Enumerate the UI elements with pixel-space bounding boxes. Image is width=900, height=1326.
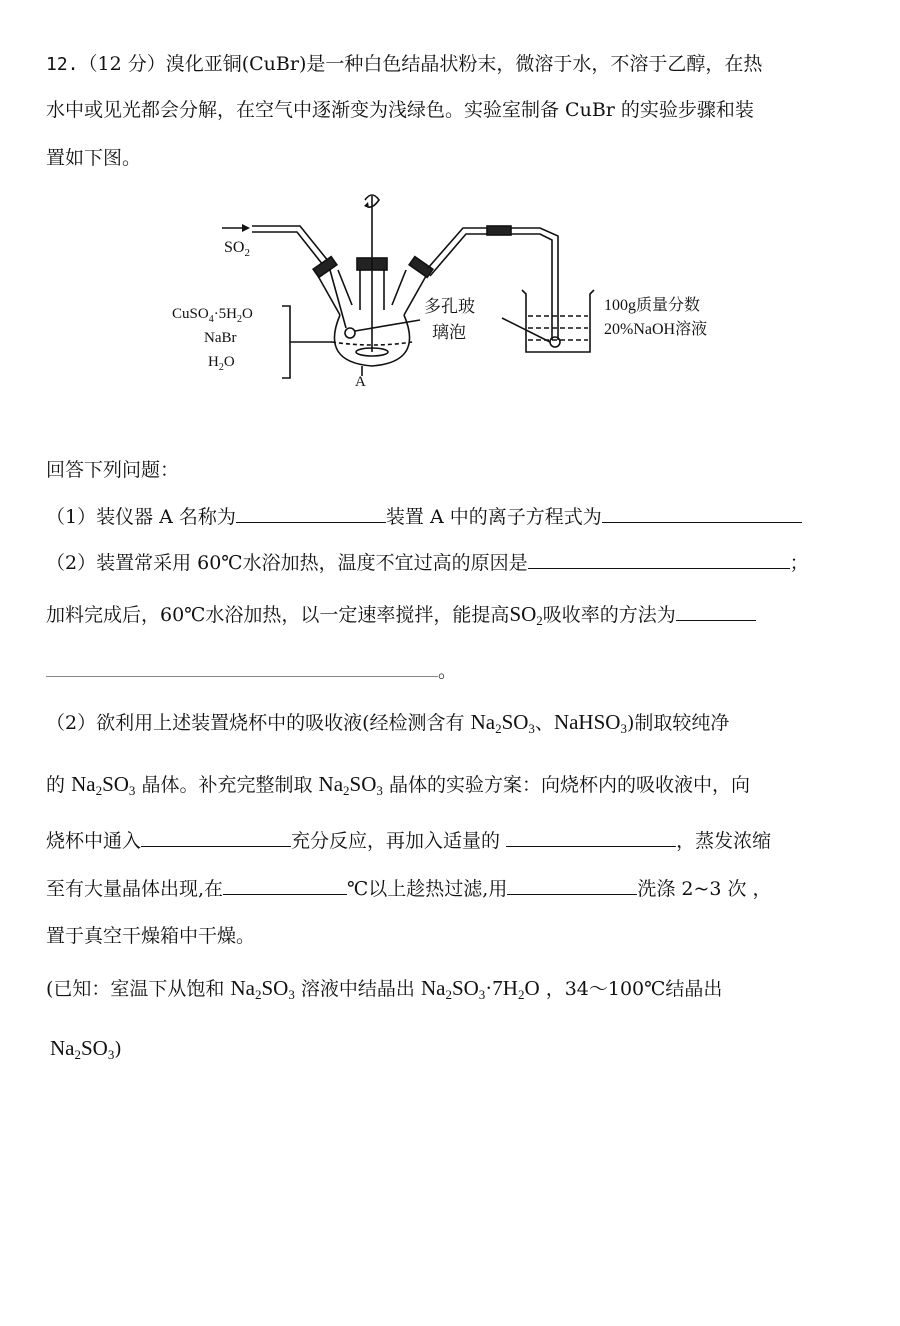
intro-text-1: 溴化亚铜(CuBr)是一种白色结晶状粉末，微溶于水，不溶于乙醇，在热: [165, 53, 763, 75]
note-text-a: (已知：室温下从饱和: [46, 978, 225, 1000]
reagent-bracket: [282, 306, 290, 378]
rubber-joint: [487, 226, 511, 235]
q3-blank-c[interactable]: [223, 876, 347, 895]
note-chem-hydrate: $Na_2SO_3\cdot 7H_2O$: [420, 976, 540, 1002]
q3-line3-a: 烧杯中通入: [46, 830, 142, 852]
answer-prompt: [46, 458, 179, 482]
q3-line-2: [46, 772, 750, 797]
q3-line2-b: 晶体。补充完整制取: [141, 774, 313, 796]
q3-line2-c: 晶体的实验方案：向烧杯内的吸收液中，向: [388, 774, 750, 796]
q2-blank-a[interactable]: [528, 550, 790, 569]
note-text-b: 溶液中结晶出: [300, 978, 415, 1000]
glass-bulb-label-2: 璃泡: [432, 323, 466, 342]
q3-number: （2）: [46, 712, 97, 734]
question-score: （12 分）: [78, 53, 166, 75]
reagent-cuso4: $CuSO_4\cdot 5H_2O$: [172, 306, 253, 325]
glass-bulb-label-1: 多孔玻: [424, 297, 475, 316]
q3-line4-c: 洗涤 2~3 次 ，: [637, 878, 772, 900]
q3-sep: 、: [534, 712, 554, 734]
q2-line2-a: 加料完成后，60℃水浴加热，以一定速率搅拌，能提高: [46, 604, 510, 626]
left-neck: [318, 270, 352, 315]
q2-blank-b[interactable]: [676, 602, 756, 621]
note-chem-na2so3: $Na_2SO_3$: [230, 976, 295, 1002]
q3-line3-b: 充分反应，再加入适量的: [291, 830, 501, 852]
q1-blank-b[interactable]: [602, 504, 802, 523]
arrow-head: [242, 224, 250, 232]
note-line-1: [46, 976, 722, 1001]
q3-line-5: [46, 924, 255, 948]
beaker-bulb-icon: [550, 337, 560, 347]
q3-line4-b: ℃以上趁热过滤,用: [347, 878, 508, 900]
q3-line5: 置于真空干燥箱中干燥。: [46, 925, 256, 947]
q2-line-1: [46, 550, 809, 575]
q2-line2-b: 吸收率的方法为: [542, 604, 676, 626]
flask-label-a: A: [355, 374, 366, 390]
chem-na2so3-2: $Na_2SO_3$: [71, 772, 136, 798]
q1-text-b: 装置 A 中的离子方程式为: [385, 506, 602, 528]
note-end: ): [114, 1038, 122, 1060]
q2-chem-so2: $SO_2$: [509, 602, 543, 628]
note-line-2: [50, 1036, 122, 1061]
chem-na2so3-3: $Na_2SO_3$: [318, 772, 383, 798]
q3-text-b: )制取较纯净: [626, 712, 730, 734]
q3-line2-a: 的: [46, 774, 66, 796]
q1-number: （1）: [46, 506, 97, 528]
q2-line-2: [46, 602, 756, 627]
q1-line: [46, 504, 802, 529]
q3-line4-a: 至有大量晶体出现,在: [46, 878, 224, 900]
q2-blank-c[interactable]: [46, 658, 438, 677]
intro-text-3: 置如下图。: [46, 147, 142, 169]
naoh-label-2: 20%NaOH溶液: [604, 321, 708, 338]
intro-text-2: 水中或见光都会分解，在空气中逐渐变为浅绿色。实验室制备 CuBr 的实验步骤和装: [46, 99, 754, 121]
q3-line-1: [46, 710, 729, 735]
q3-blank-b[interactable]: [506, 828, 676, 847]
q1-text-a: 装仪器 A 名称为: [96, 506, 236, 528]
q3-text-a: 欲利用上述装置烧杯中的吸收液(经检测含有: [96, 712, 465, 734]
q3-blank-a[interactable]: [141, 828, 291, 847]
q2-line-3: [46, 658, 457, 683]
naoh-label-1: 100g质量分数: [604, 297, 701, 314]
q2-number: （2）: [46, 552, 97, 574]
q3-line-4: [46, 876, 772, 901]
q2-line3-end: 。: [438, 660, 458, 682]
so2-label: $SO_2$: [224, 239, 250, 259]
question-number: 12.: [46, 54, 79, 75]
porous-bulb-icon: [345, 328, 355, 338]
note-chem-na2so3-final: $Na_2SO_3$: [50, 1036, 115, 1062]
chem-nahso3: NaHSO$_3$: [553, 710, 627, 736]
reagent-water: $H_2O$: [208, 354, 235, 373]
q3-line3-c: ，蒸发浓缩: [676, 830, 772, 852]
reagent-nabr: NaBr: [204, 330, 237, 346]
right-neck: [392, 270, 426, 315]
chem-na2so3: $Na_2SO_3$: [470, 710, 535, 736]
apparatus-diagram: [0, 0, 900, 420]
q1-blank-a[interactable]: [236, 504, 386, 523]
answer-prompt-text: 回答下列问题：: [46, 459, 180, 481]
left-stopper: [313, 257, 337, 278]
note-text-c: ，34～100℃结晶出: [545, 978, 723, 1000]
q2-text-end: ；: [789, 552, 809, 574]
bulb-pointer: [355, 320, 420, 331]
q3-line-3: [46, 828, 771, 853]
q3-blank-d[interactable]: [507, 876, 637, 895]
q2-text-a: 装置常采用 60℃水浴加热，温度不宜过高的原因是: [96, 552, 528, 574]
